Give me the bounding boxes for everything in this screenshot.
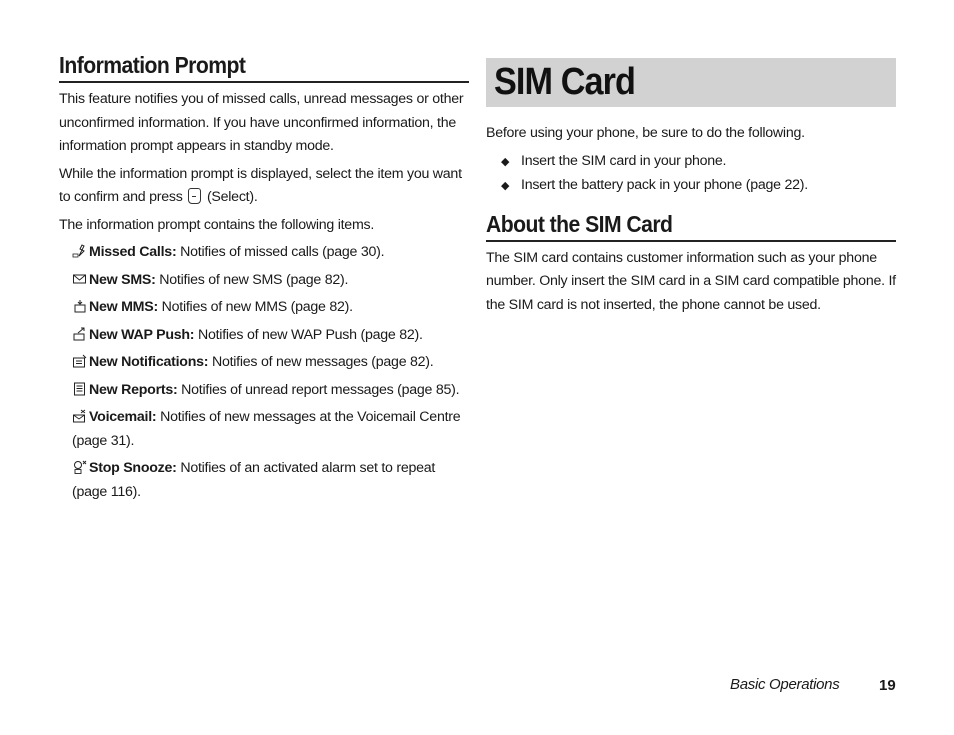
list-item <box>72 296 469 320</box>
missed-call-icon <box>72 244 88 258</box>
notification-icon <box>72 354 88 368</box>
about-sim-heading-rule <box>486 211 896 242</box>
item-label: New SMS: <box>89 271 156 288</box>
item-label: Voicemail: <box>89 409 157 425</box>
item-label: New MMS: <box>89 299 158 315</box>
select-instruction-suffix: (Select). <box>206 189 258 205</box>
right-column <box>486 58 896 321</box>
list-item <box>72 269 469 293</box>
page-number: 19 <box>879 677 896 694</box>
item-text: Notifies of new SMS (page 82). <box>155 271 349 288</box>
bullet-text: Insert the battery pack in your phone (page 22). <box>521 177 808 193</box>
select-instruction-paragraph <box>59 163 469 210</box>
sim-card-banner <box>486 58 896 107</box>
list-item <box>72 351 469 375</box>
wap-push-icon <box>72 327 88 341</box>
item-label: Missed Calls: <box>89 244 177 260</box>
list-item <box>72 406 469 453</box>
sim-intro-paragraph: Before using your phone, be sure to do the following. <box>486 125 805 141</box>
about-sim-card-heading: About the SIM Card <box>486 210 673 237</box>
list-item <box>72 241 469 265</box>
item-label: New Reports: <box>89 381 178 398</box>
item-text: Notifies of unread report messages (page 85). <box>177 381 460 398</box>
item-text: Notifies of new WAP Push (page 82). <box>194 326 423 343</box>
information-prompt-heading: Information Prompt <box>59 52 246 78</box>
item-text: Notifies of an activated alarm set to repeat (page 116). <box>72 460 436 500</box>
items-intro-paragraph: The information prompt contains the following items. <box>59 216 375 233</box>
mms-icon <box>72 299 88 313</box>
left-column <box>59 52 469 508</box>
item-label: New WAP Push: <box>89 326 195 343</box>
item-text: Notifies of new messages at the Voicemail Centre (page 31). <box>72 409 461 449</box>
item-label: New Notifications: <box>89 354 209 370</box>
item-text: Notifies of new messages (page 82). <box>208 354 434 370</box>
intro-paragraph: This feature notifies you of missed calls, unread messages or other unconfirmed information. If you have unconfirmed information, the information prompt appears in standby mode. <box>59 91 464 154</box>
sms-envelope-icon <box>72 272 88 286</box>
select-key-icon <box>188 188 201 204</box>
item-label: Stop Snooze: <box>89 460 177 476</box>
bullet-diamond-icon: ◆ <box>501 180 510 192</box>
list-item <box>72 379 469 403</box>
information-prompt-heading-rule <box>59 52 469 83</box>
list-item <box>501 174 896 199</box>
voicemail-icon <box>72 409 88 423</box>
footer-section-title: Basic Operations <box>730 676 840 693</box>
sim-card-title: SIM Card <box>494 61 636 103</box>
report-icon <box>72 382 88 396</box>
item-text: Notifies of missed calls (page 30). <box>176 244 385 260</box>
list-item <box>72 457 469 504</box>
alarm-icon <box>72 460 88 474</box>
info-item-list <box>72 241 469 504</box>
item-text: Notifies of new MMS (page 82). <box>157 299 353 315</box>
list-item <box>72 324 469 348</box>
about-sim-paragraph: The SIM card contains customer information such as your phone number. Only insert the SIM card in a SIM card compatible phone. If the SIM card is not inserted, the phone cannot be used. <box>486 249 896 313</box>
bullet-text: Insert the SIM card in your phone. <box>521 152 727 169</box>
select-instruction-text: While the information prompt is displayed, select the item you want to confirm and press <box>59 165 462 205</box>
bullet-diamond-icon: ◆ <box>501 155 510 168</box>
list-item <box>501 150 896 175</box>
